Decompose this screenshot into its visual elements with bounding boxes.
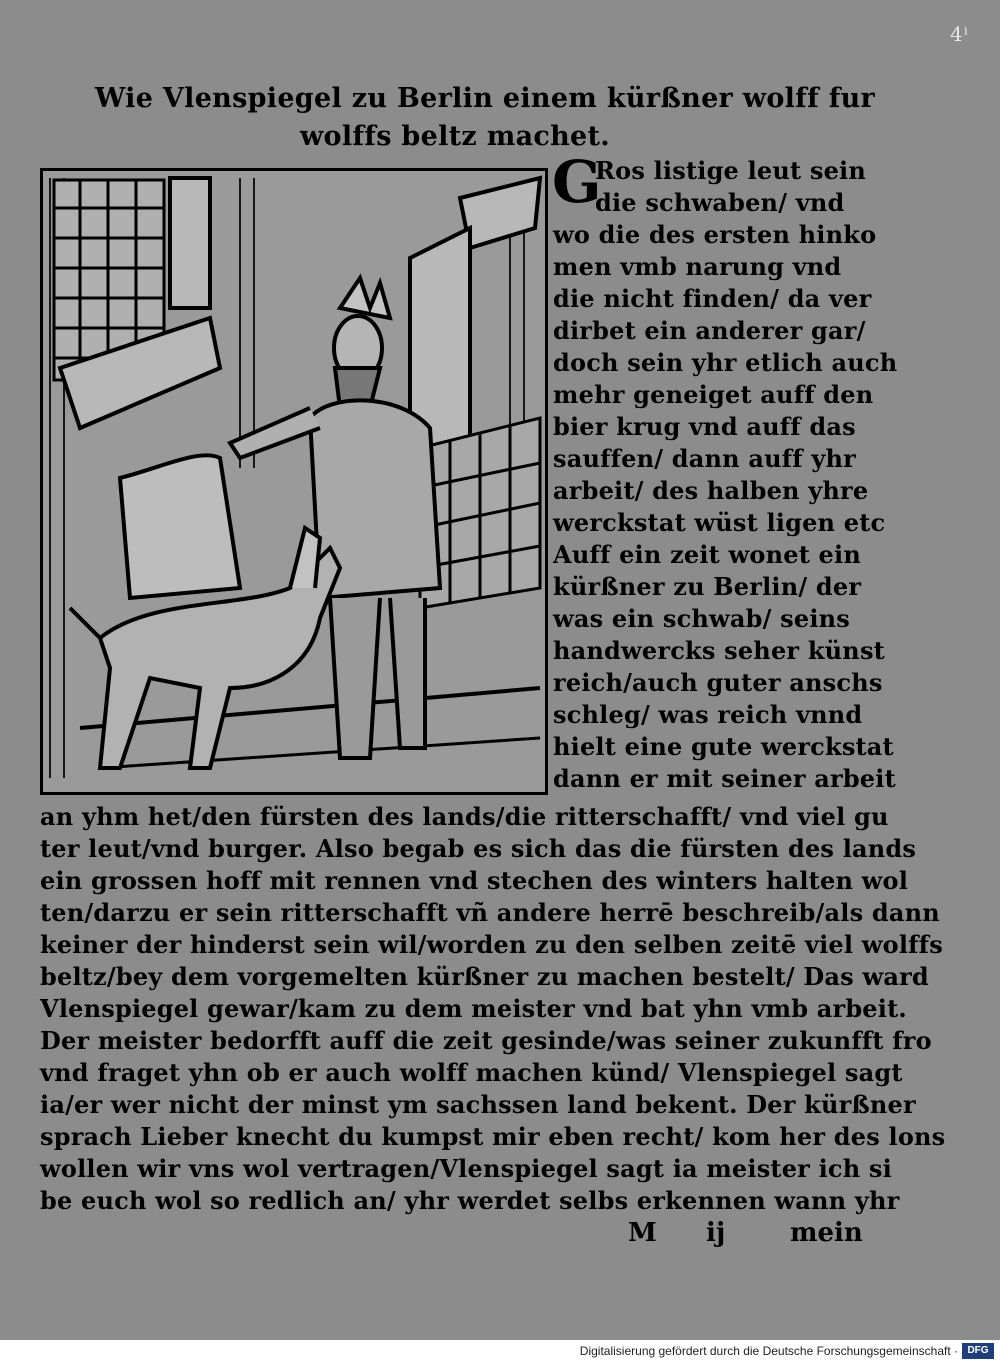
column-line: schleg/ was reich vnnd bbox=[553, 700, 863, 729]
column-line: doch sein yhr etlich auch bbox=[553, 348, 898, 377]
text-line: Vlenspiegel gewar/kam zu dem meister vnd bat yhn vmb arbeit. bbox=[40, 994, 907, 1023]
column-line: Auff ein zeit wonet ein bbox=[553, 540, 861, 569]
column-line: die nicht finden/ da ver bbox=[553, 284, 872, 313]
column-line: hielt eine gute werckstat bbox=[553, 732, 894, 761]
text-line: keiner der hinderst sein wil/worden zu den selben zeitē viel wolffs bbox=[40, 930, 943, 959]
column-line: sauffen/ dann auff yhr bbox=[553, 444, 857, 473]
folio-number: ij bbox=[706, 1218, 726, 1248]
column-line: werckstat wüst ligen etc bbox=[553, 508, 886, 537]
footer-bar bbox=[0, 1340, 1000, 1363]
column-line: mehr geneiget auff den bbox=[553, 380, 874, 409]
column-line: reich/auch guter anschs bbox=[553, 668, 883, 697]
column-line: handwercks seher künst bbox=[553, 636, 885, 665]
column-line: dann er mit seiner arbeit bbox=[553, 764, 896, 793]
column-line: was ein schwab/ seins bbox=[553, 604, 851, 633]
footer-credit: Digitalisierung gefördert durch die Deutsche Forschungsgemeinschaft · bbox=[579, 1344, 958, 1358]
text-line: ein grossen hoff mit rennen vnd stechen des winters halten wol bbox=[40, 866, 909, 895]
column-line: Ros listige leut sein bbox=[595, 156, 867, 185]
signature-mark: M bbox=[628, 1218, 657, 1248]
text-line: Der meister bedorfft auff die zeit gesinde/was seiner zukunfft fro bbox=[40, 1026, 932, 1055]
drop-cap: G bbox=[552, 148, 602, 216]
column-line: die schwaben/ vnd bbox=[595, 188, 845, 217]
column-line: kürßner zu Berlin/ der bbox=[553, 572, 862, 601]
column-line: bier krug vnd auff das bbox=[553, 412, 856, 441]
text-line: ter leut/vnd burger. Also begab es sich das die fürsten des lands bbox=[40, 834, 917, 863]
text-line: an yhm het/den fürsten des lands/die ritterschafft/ vnd viel gu bbox=[40, 802, 889, 831]
chapter-heading bbox=[95, 80, 876, 156]
heading-line-1: Wie Vlenspiegel zu Berlin einem kürßner wolff fur bbox=[95, 83, 876, 114]
text-line: wollen wir vns wol vertragen/Vlenspiegel sagt ia meister ich si bbox=[40, 1154, 892, 1183]
text-line: beltz/bey dem vorgemelten kürßner zu machen bestelt/ Das ward bbox=[40, 962, 929, 991]
text-line: ten/darzu er sein ritterschafft vñ andere herrē beschreib/als dann bbox=[40, 898, 940, 927]
text-line: vnd fraget yhn ob er auch wolff machen künd/ Vlenspiegel sagt bbox=[40, 1058, 903, 1087]
text-line: ia/er wer nicht der minst ym sachssen land bekent. Der kürßner bbox=[40, 1090, 916, 1119]
column-line: men vmb narung vnd bbox=[553, 252, 842, 281]
page-corner-mark: 4ⁱ bbox=[950, 22, 969, 46]
column-line: wo die des ersten hinko bbox=[553, 220, 877, 249]
column-line: dirbet ein anderer gar/ bbox=[553, 316, 866, 345]
column-line: arbeit/ des halben yhre bbox=[553, 476, 869, 505]
heading-line-2: wolffs beltz machet. bbox=[299, 121, 611, 152]
catchword: mein bbox=[790, 1218, 863, 1248]
text-line: be euch wol so redlich an/ yhr werdet selbs erkennen wann yhr bbox=[40, 1186, 900, 1215]
woodcut-illustration bbox=[40, 168, 548, 795]
text-line: sprach Lieber knecht du kumpst mir eben recht/ kom her des lons bbox=[40, 1122, 946, 1151]
dfg-logo: DFG bbox=[962, 1343, 994, 1359]
